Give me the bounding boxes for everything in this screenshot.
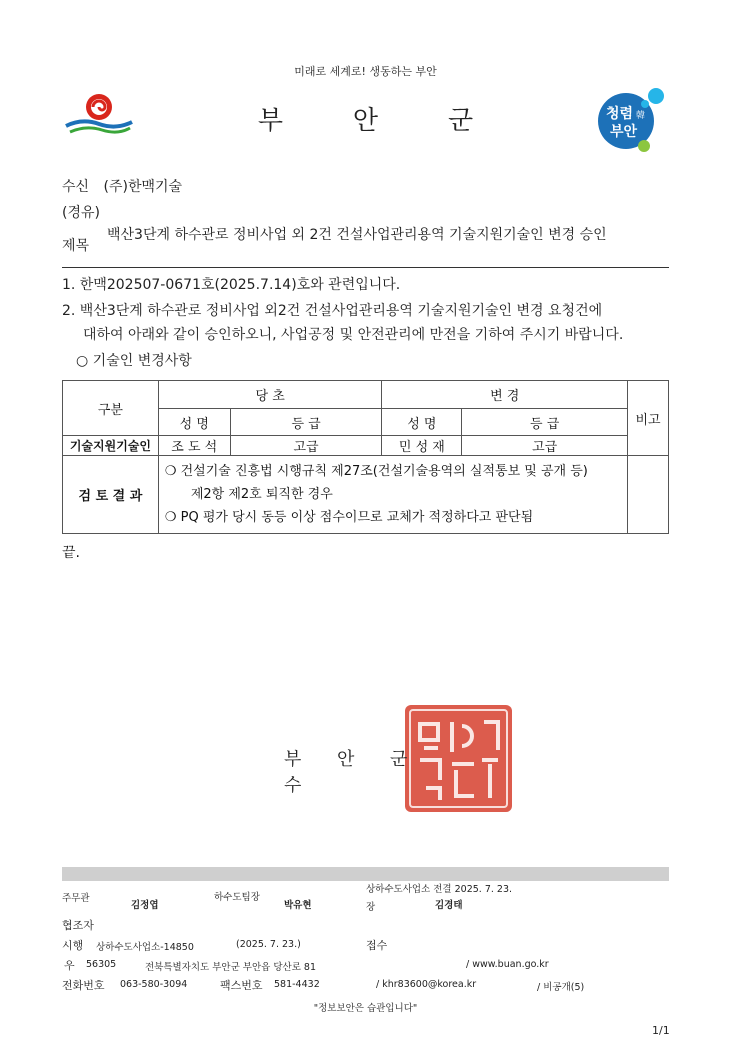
security-motto: "정보보안은 습관입니다" — [313, 1003, 418, 1014]
email: / khr83600@korea.kr — [376, 979, 477, 990]
director-label-2: 장 — [366, 902, 376, 913]
exec-date: (2025. 7. 23.) — [236, 939, 301, 950]
receive-label: 접수 — [366, 939, 388, 952]
recipient-row — [62, 176, 182, 196]
logo-text-buan: 부안 — [610, 124, 638, 140]
website: / www.buan.go.kr — [466, 959, 549, 970]
team-lead-name: 박유현 — [284, 900, 312, 911]
review-label: 검 토 결 과 — [63, 456, 159, 534]
logo-text-han: 韓 — [636, 111, 646, 121]
fax: 581-4432 — [274, 979, 320, 990]
body-item-1: 1. 한맥202507-0671호(2025.7.14)호와 관련입니다. — [62, 277, 401, 293]
recipient: (주)한맥기술 — [103, 179, 183, 195]
zip-label: 우 — [64, 959, 75, 972]
h-category: 구분 — [63, 381, 159, 436]
subject: 백산3단계 하수관로 정비사업 외 2건 건설사업관리용역 기술지원기술인 변경 승인 — [107, 227, 607, 243]
phone: 063-580-3094 — [120, 979, 188, 990]
recipient-label: 수신 — [62, 179, 90, 195]
manager-name: 김정엽 — [131, 900, 159, 911]
orig-name: 조 도 석 — [158, 436, 230, 456]
end-mark: 끝. — [62, 545, 80, 561]
review-line-1: ❍ 건설기술 진흥법 시행규칙 제27조(건설기술용역의 실적통보 및 공개 등) — [164, 464, 588, 479]
orig-grade: 고급 — [230, 436, 382, 456]
exec-label: 시행 — [62, 939, 84, 952]
page-number: 1/1 — [652, 1024, 670, 1037]
body-item-2-line-1: 2. 백산3단계 하수관로 정비사업 외2건 건설사업관리용역 기술지원기술인 변경 요청건에 — [62, 303, 603, 319]
h-orig-name: 성 명 — [158, 409, 230, 436]
fax-label: 팩스번호 — [220, 979, 263, 992]
header-divider — [62, 267, 669, 268]
h-new-name: 성 명 — [382, 409, 462, 436]
zip: 56305 — [86, 959, 117, 970]
via-label: (경유) — [62, 205, 100, 221]
director-label-1: 상하수도사업소 전결 2025. 7. 23. — [366, 884, 513, 895]
section-title: ○ 기술인 변경사항 — [76, 353, 192, 369]
h-original: 당 초 — [158, 381, 382, 409]
manager-label: 주무관 — [62, 893, 90, 904]
review-line-2: ❍ PQ 평가 당시 동등 이상 점수이므로 교체가 적정하다고 판단됨 — [164, 510, 534, 525]
new-grade: 고급 — [462, 436, 628, 456]
team-lead-label: 하수도팀장 — [214, 892, 260, 903]
address: 전북특별자치도 부안군 부안읍 당산로 81 — [145, 962, 316, 973]
logo-text-clean: 청렴 — [606, 106, 634, 122]
h-changed: 변 경 — [382, 381, 628, 409]
slogan: 미래로 세계로! 생동하는 부안 — [294, 65, 437, 78]
phone-label: 전화번호 — [62, 979, 105, 992]
h-new-grade: 등 급 — [462, 409, 628, 436]
org-title: 부안군 — [257, 106, 544, 136]
disclosure: / 비공개(5) — [537, 982, 585, 993]
exec-no: 상하수도사업소-14850 — [96, 942, 194, 953]
collab-label: 협조자 — [62, 919, 94, 932]
sig-char-1: 부 — [284, 749, 302, 770]
row-label: 기술지원기술인 — [63, 436, 159, 456]
change-table — [62, 380, 669, 534]
sig-char-2: 안 — [337, 749, 355, 770]
clean-buan-logo — [592, 84, 668, 154]
sig-char-4: 수 — [284, 775, 302, 796]
director-name: 김경태 — [435, 900, 463, 911]
signature-name — [284, 745, 474, 797]
body-item-2-line-2: 대하여 아래와 같이 승인하오니, 사업공정 및 안전관리에 만전을 기하여 주시기 바랍니다. — [83, 327, 624, 343]
footer-bar — [62, 867, 669, 881]
subject-label: 제목 — [62, 238, 90, 254]
review-line-1b: 제2항 제2호 퇴직한 경우 — [190, 487, 333, 502]
h-orig-grade: 등 급 — [230, 409, 382, 436]
review-remark — [628, 456, 669, 534]
new-name: 민 성 재 — [382, 436, 462, 456]
sig-char-3: 군 — [390, 749, 408, 770]
review-result — [158, 456, 627, 534]
h-remark: 비고 — [628, 381, 669, 456]
